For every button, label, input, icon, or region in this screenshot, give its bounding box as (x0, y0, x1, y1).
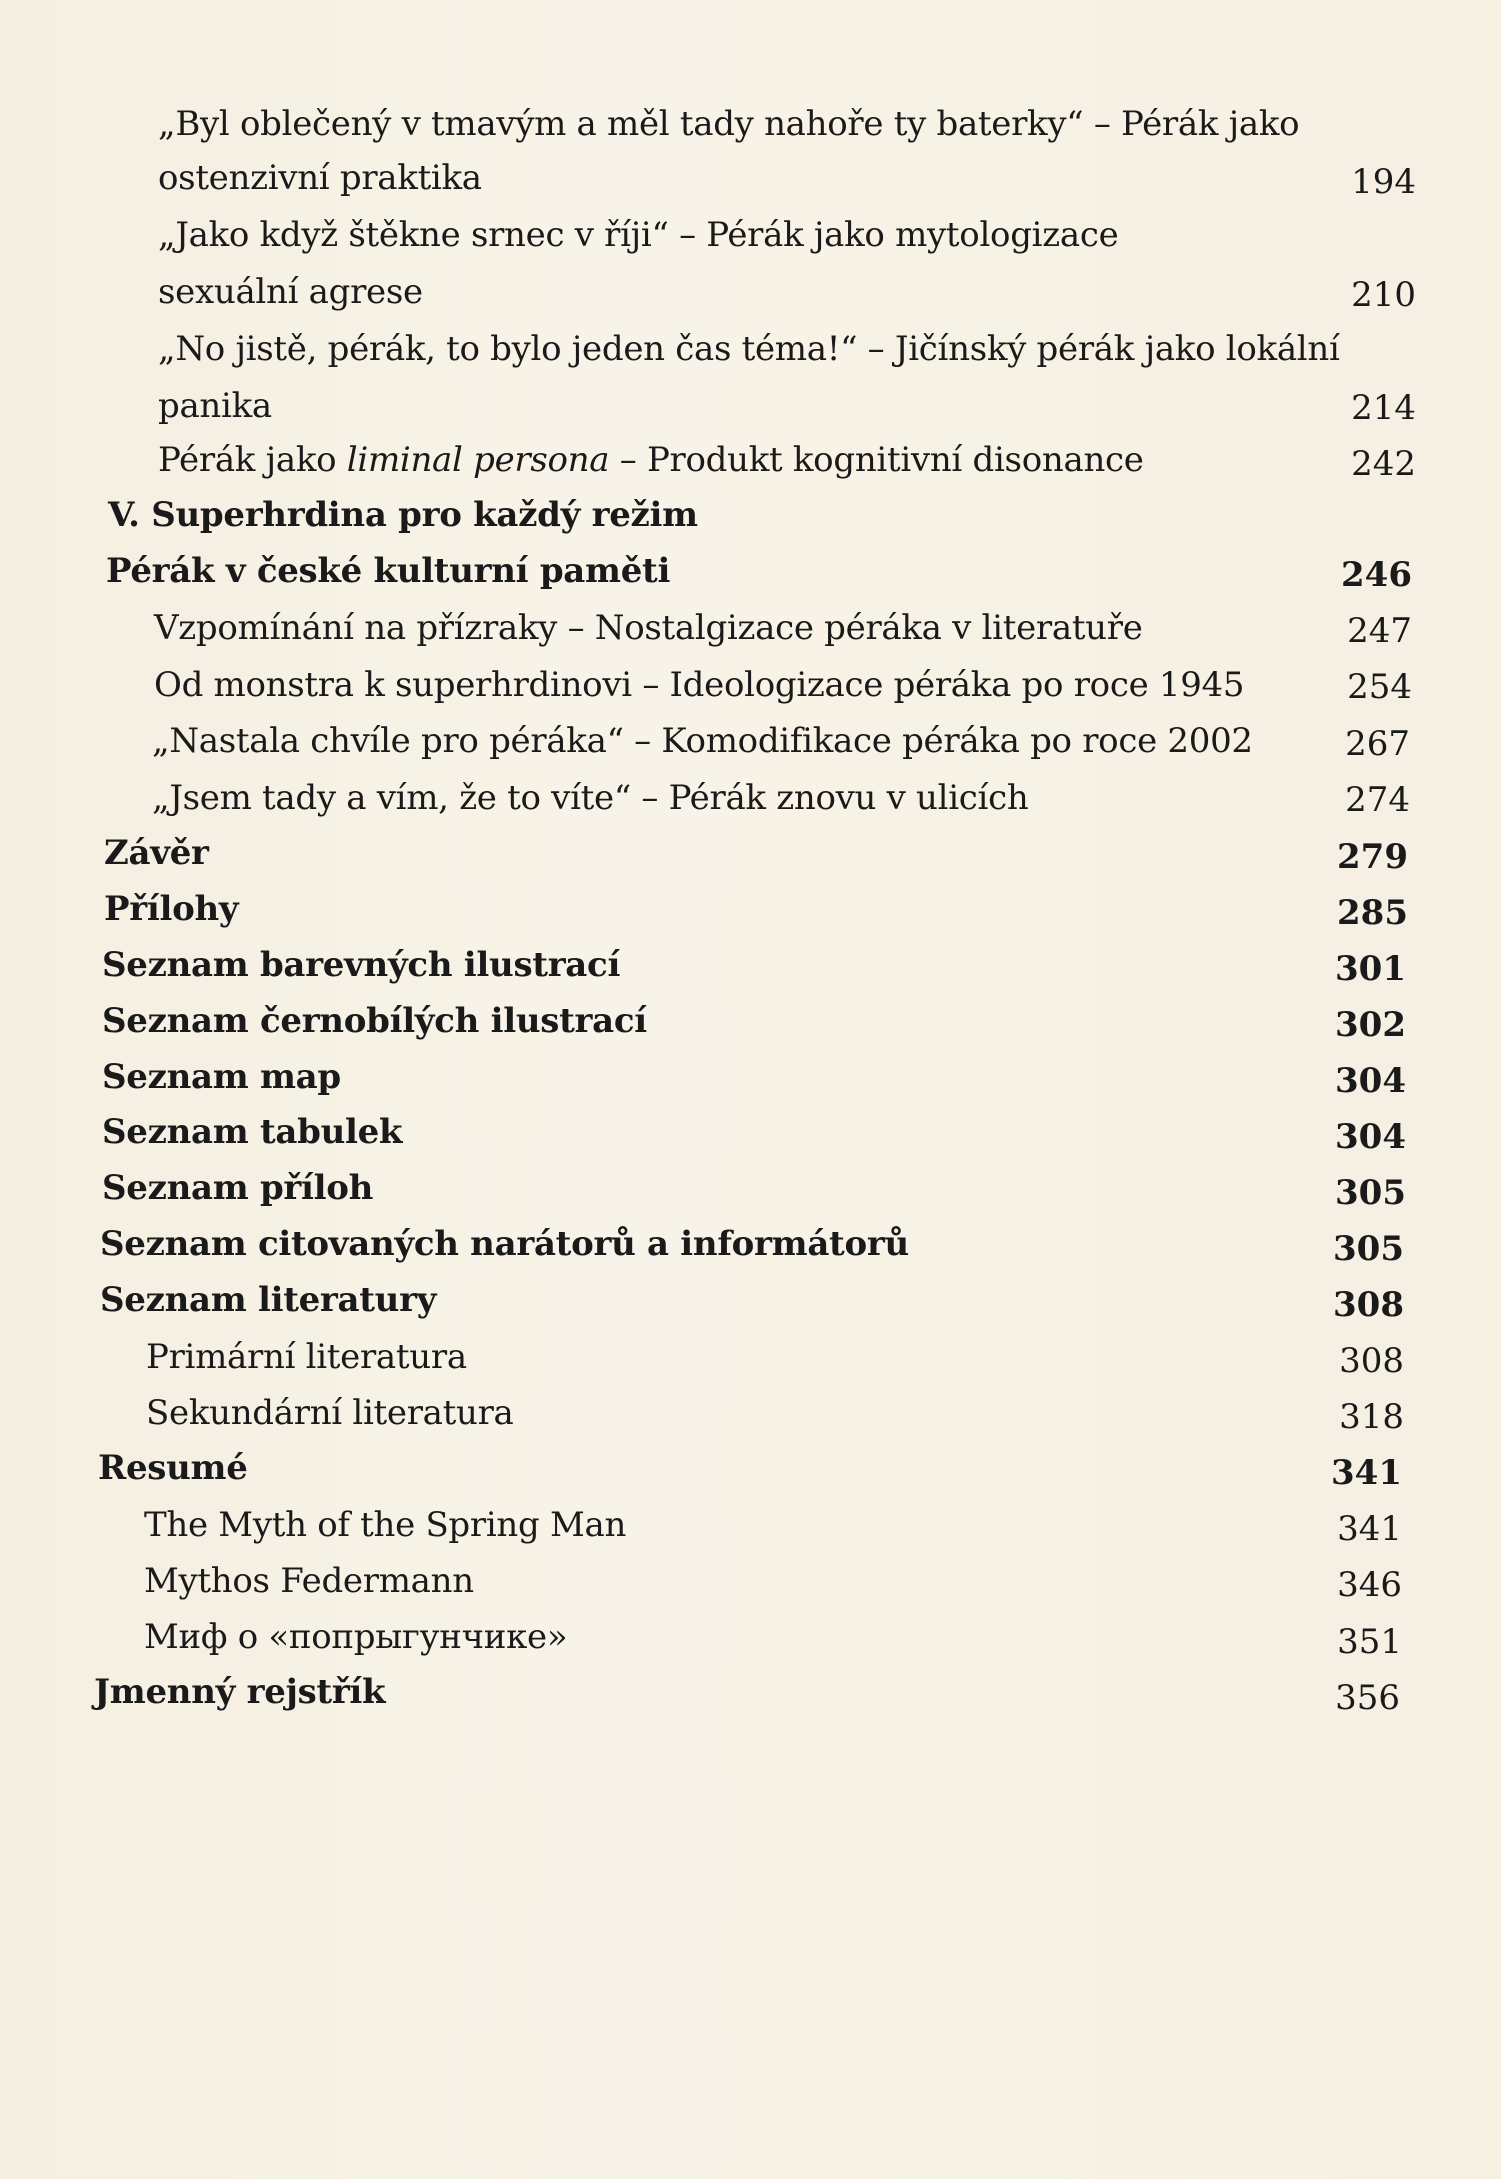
toc-entry-page: 356 (1335, 1678, 1400, 1718)
toc-section-heading: V. Superhrdina pro každý režim (108, 495, 698, 535)
toc-entry-text: „Jsem tady a vím, že to víte“ – Pérák znovu v ulicích (152, 778, 1029, 818)
toc-entry-page: 279 (1337, 837, 1408, 877)
toc-entry-page: 246 (1341, 555, 1412, 595)
toc-entry-text: „No jistě, pérák, to bylo jeden čas téma!“ – Jičínský pérák jako lokální (158, 329, 1340, 369)
toc-entry-page: 346 (1337, 1565, 1402, 1605)
toc-entry-text: Seznam tabulek (102, 1112, 403, 1152)
toc-entry-text: Seznam citovaných narátorů a informátorů (100, 1224, 909, 1264)
toc-entry-page: 341 (1331, 1453, 1402, 1493)
toc-entry-page: 254 (1347, 667, 1412, 707)
toc-entry-page: 214 (1351, 388, 1416, 428)
toc-entry-text: Vzpomínání na přízraky – Nostalgizace péráka v literatuře (154, 608, 1143, 648)
toc-entry-page: 304 (1335, 1061, 1406, 1101)
toc-entry-text: panika (158, 386, 272, 426)
toc-entry-page: 242 (1351, 444, 1416, 484)
toc-entry-text: Resumé (98, 1448, 248, 1488)
toc-entry-text-before: Pérák jako (158, 440, 347, 480)
toc-entry-page: 274 (1345, 780, 1410, 820)
toc-entry-text: Seznam literatury (100, 1280, 437, 1320)
toc-entry-page: 305 (1333, 1229, 1404, 1269)
toc-entry-text: Pérák v české kulturní paměti (106, 551, 671, 591)
toc-entry-page: 308 (1333, 1285, 1404, 1325)
toc-entry-page: 302 (1335, 1005, 1406, 1045)
toc-entry-page: 305 (1335, 1173, 1406, 1213)
toc-entry-text: Seznam příloh (102, 1168, 374, 1208)
toc-entry-text: Seznam barevných ilustrací (102, 945, 621, 985)
toc-entry-page: 308 (1339, 1341, 1404, 1381)
toc-entry-text: The Myth of the Spring Man (144, 1505, 627, 1545)
toc-entry-text-after: – Produkt kognitivní disonance (609, 440, 1144, 480)
toc-entry-text: „Nastala chvíle pro péráka“ – Komodifikace péráka po roce 2002 (152, 721, 1253, 761)
toc-entry-text: Přílohy (104, 889, 239, 929)
toc-entry-text: Jmenný rejstřík (94, 1672, 386, 1712)
toc-entry-text: Mythos Federmann (144, 1561, 474, 1601)
toc-entry-text-italic: liminal persona (346, 440, 610, 480)
toc-entry-text: „Byl oblečený v tmavým a měl tady nahoře ty baterky“ – Pérák jako (158, 104, 1300, 144)
toc-entry-text: Seznam černobílých ilustrací (102, 1001, 647, 1041)
toc-entry-page: 247 (1347, 611, 1412, 651)
toc-entry-page: 267 (1345, 724, 1410, 764)
toc-entry-text: Seznam map (102, 1057, 341, 1097)
toc-entry-page: 285 (1337, 893, 1408, 933)
toc-entry-text (158, 436, 1144, 484)
toc-entry-text: „Jako když štěkne srnec v říji“ – Pérák jako mytologizace (158, 215, 1119, 255)
toc-entry-text: Od monstra k superhrdinovi – Ideologizace péráka po roce 1945 (154, 665, 1245, 705)
toc-entry-page: 304 (1335, 1117, 1406, 1157)
toc-entry-text: Миф о «попрыгунчике» (144, 1617, 568, 1657)
toc-entry-page: 341 (1337, 1509, 1402, 1549)
toc-entry-page: 194 (1351, 162, 1416, 202)
toc-entry-text: sexuální agrese (158, 272, 423, 312)
toc-entry-page: 301 (1335, 949, 1406, 989)
toc-entry-text: Sekundární literatura (146, 1393, 514, 1433)
toc-entry-text: Závěr (104, 833, 209, 873)
toc-entry-page: 351 (1337, 1622, 1402, 1662)
toc-entry-page: 318 (1339, 1397, 1404, 1437)
toc-entry-text: ostenzivní praktika (158, 158, 482, 198)
toc-entry-text: Primární literatura (146, 1337, 467, 1377)
toc-entry-page: 210 (1351, 275, 1416, 315)
